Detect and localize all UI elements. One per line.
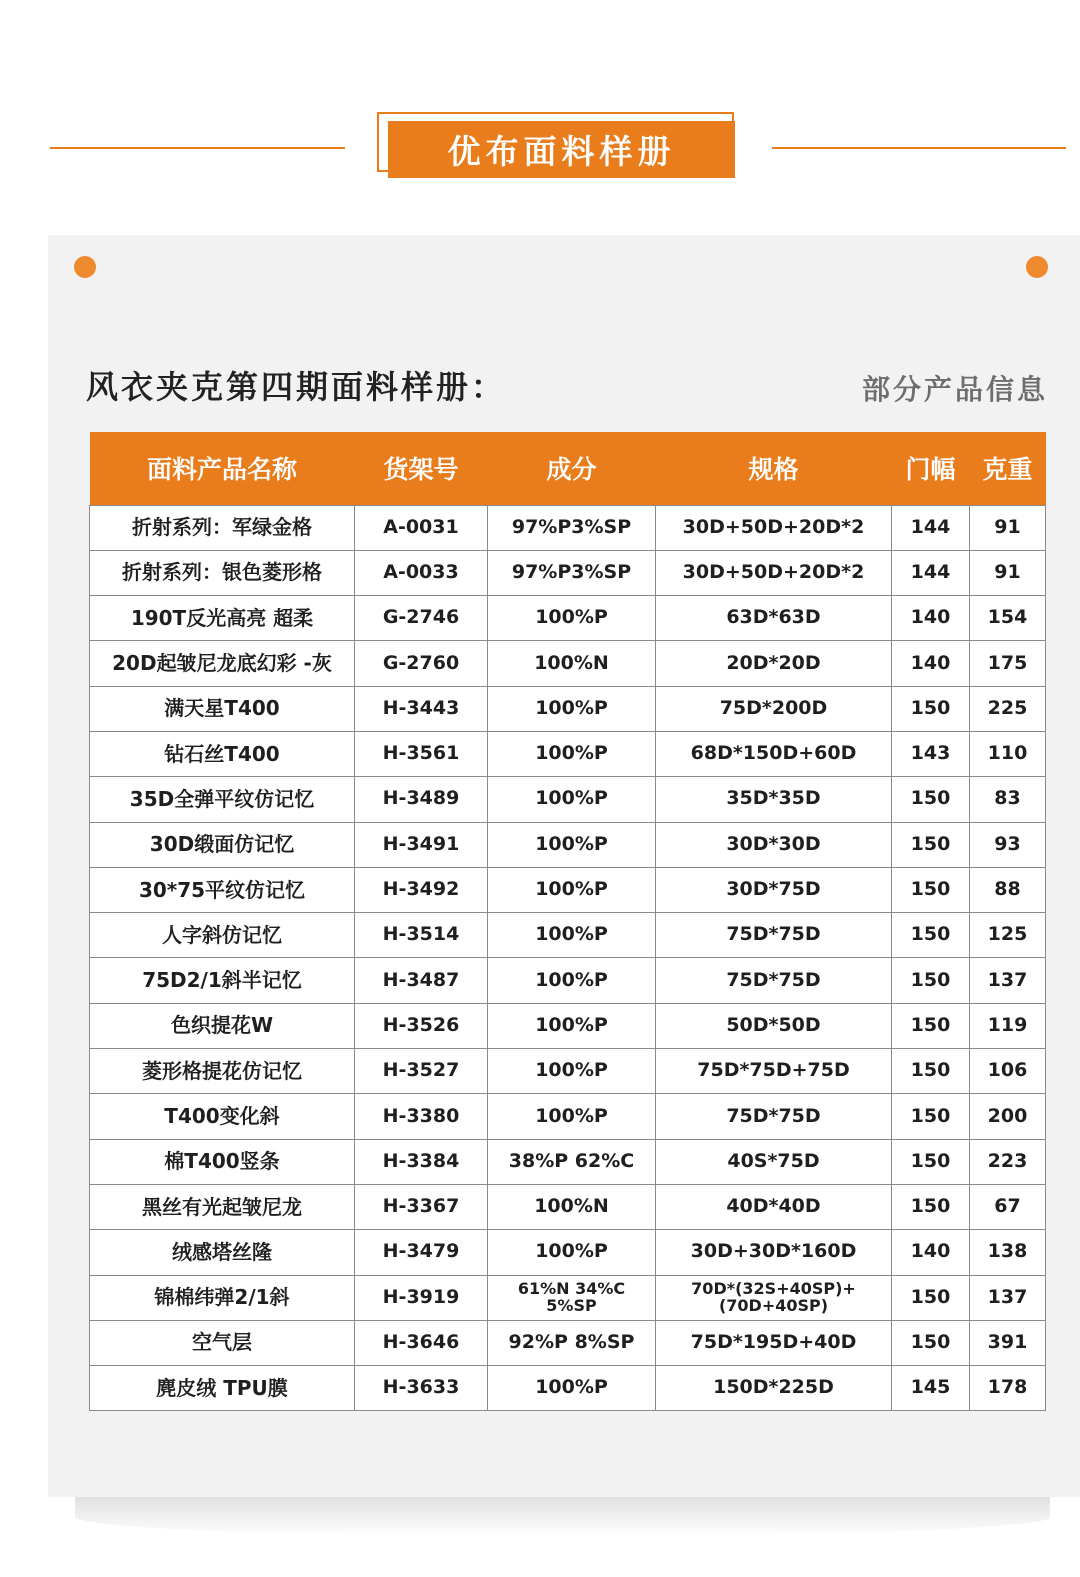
spec-cell: 30D+50D+20D*2 [656, 550, 892, 595]
weight-cell: 138 [970, 1230, 1046, 1275]
weight-cell: 93 [970, 822, 1046, 867]
shelf-no-cell: A-0031 [355, 505, 488, 550]
name-cell: 棉T400竖条 [90, 1139, 355, 1184]
composition-cell: 100%P [488, 958, 656, 1003]
decor-dot-left [74, 256, 96, 278]
shelf-no-cell: H-3489 [355, 777, 488, 822]
composition-cell: 92%P 8%SP [488, 1320, 656, 1365]
width-cell: 150 [892, 867, 970, 912]
name-cell: 20D起皱尼龙底幻彩 -灰 [90, 641, 355, 686]
column-header-spec: 规格 [656, 432, 892, 505]
shelf-no-cell: H-3443 [355, 686, 488, 731]
weight-cell: 67 [970, 1184, 1046, 1229]
name-cell: 绒感塔丝隆 [90, 1230, 355, 1275]
name-cell: 钻石丝T400 [90, 731, 355, 776]
composition-cell: 61%N 34%C 5%SP [488, 1275, 656, 1320]
column-header-composition: 成分 [488, 432, 656, 505]
shelf-no-cell: H-3633 [355, 1366, 488, 1411]
composition-cell: 100%P [488, 731, 656, 776]
name-cell: 75D2/1斜半记忆 [90, 958, 355, 1003]
width-cell: 150 [892, 1094, 970, 1139]
table-row [90, 1184, 1046, 1229]
width-cell: 150 [892, 777, 970, 822]
weight-cell: 137 [970, 1275, 1046, 1320]
composition-cell: 97%P3%SP [488, 550, 656, 595]
composition-cell: 100%P [488, 1049, 656, 1094]
shelf-no-cell: H-3919 [355, 1275, 488, 1320]
composition-cell: 100%P [488, 867, 656, 912]
table-row [90, 1049, 1046, 1094]
name-cell: 人字斜仿记忆 [90, 913, 355, 958]
spec-cell: 75D*75D [656, 958, 892, 1003]
table-row [90, 958, 1046, 1003]
name-cell: T400变化斜 [90, 1094, 355, 1139]
column-header-name: 面料产品名称 [90, 432, 355, 505]
shelf-no-cell: H-3380 [355, 1094, 488, 1139]
composition-cell: 100%P [488, 1003, 656, 1048]
weight-cell: 110 [970, 731, 1046, 776]
shelf-no-cell: H-3646 [355, 1320, 488, 1365]
weight-cell: 223 [970, 1139, 1046, 1184]
name-cell: 锦棉纬弹2/1斜 [90, 1275, 355, 1320]
spec-cell: 50D*50D [656, 1003, 892, 1048]
column-header-width: 门幅 [892, 432, 970, 505]
catalog-heading: 风衣夹克第四期面料样册： [86, 368, 507, 406]
table-row [90, 913, 1046, 958]
width-cell: 145 [892, 1366, 970, 1411]
shelf-no-cell: H-3384 [355, 1139, 488, 1184]
spec-cell: 75D*75D [656, 1094, 892, 1139]
table-row [90, 550, 1046, 595]
shelf-no-cell: H-3526 [355, 1003, 488, 1048]
name-cell: 折射系列：银色菱形格 [90, 550, 355, 595]
width-cell: 144 [892, 505, 970, 550]
spec-cell: 40S*75D [656, 1139, 892, 1184]
spec-cell: 30D+30D*160D [656, 1230, 892, 1275]
table-row [90, 686, 1046, 731]
table-row [90, 731, 1046, 776]
composition-cell: 100%P [488, 686, 656, 731]
table-row [90, 822, 1046, 867]
width-cell: 150 [892, 1003, 970, 1048]
shelf-no-cell: G-2760 [355, 641, 488, 686]
weight-cell: 125 [970, 913, 1046, 958]
name-cell: 色织提花W [90, 1003, 355, 1048]
weight-cell: 91 [970, 550, 1046, 595]
weight-cell: 91 [970, 505, 1046, 550]
shelf-no-cell: H-3514 [355, 913, 488, 958]
shelf-no-cell: H-3527 [355, 1049, 488, 1094]
spec-cell: 20D*20D [656, 641, 892, 686]
table-header-row [90, 432, 1046, 505]
spec-cell: 68D*150D+60D [656, 731, 892, 776]
width-cell: 150 [892, 686, 970, 731]
width-cell: 150 [892, 913, 970, 958]
name-cell: 菱形格提花仿记忆 [90, 1049, 355, 1094]
weight-cell: 175 [970, 641, 1046, 686]
width-cell: 150 [892, 958, 970, 1003]
table-row [90, 505, 1046, 550]
shelf-no-cell: H-3491 [355, 822, 488, 867]
shelf-no-cell: H-3492 [355, 867, 488, 912]
table-row [90, 1275, 1046, 1320]
name-cell: 折射系列：军绿金格 [90, 505, 355, 550]
composition-cell: 100%P [488, 1094, 656, 1139]
column-header-shelf-no: 货架号 [355, 432, 488, 505]
spec-cell: 40D*40D [656, 1184, 892, 1229]
header-rule-left [50, 147, 345, 149]
weight-cell: 225 [970, 686, 1046, 731]
spec-cell: 30D*75D [656, 867, 892, 912]
composition-cell: 100%N [488, 641, 656, 686]
width-cell: 143 [892, 731, 970, 776]
weight-cell: 137 [970, 958, 1046, 1003]
weight-cell: 119 [970, 1003, 1046, 1048]
table-row [90, 1003, 1046, 1048]
composition-cell: 100%P [488, 777, 656, 822]
name-cell: 190T反光高亮 超柔 [90, 596, 355, 641]
composition-cell: 38%P 62%C [488, 1139, 656, 1184]
width-cell: 140 [892, 1230, 970, 1275]
weight-cell: 391 [970, 1320, 1046, 1365]
shelf-no-cell: A-0033 [355, 550, 488, 595]
table-row [90, 1094, 1046, 1139]
composition-cell: 100%P [488, 596, 656, 641]
weight-cell: 154 [970, 596, 1046, 641]
shelf-no-cell: H-3479 [355, 1230, 488, 1275]
composition-cell: 100%P [488, 913, 656, 958]
shelf-no-cell: G-2746 [355, 596, 488, 641]
width-cell: 144 [892, 550, 970, 595]
width-cell: 150 [892, 1049, 970, 1094]
width-cell: 140 [892, 641, 970, 686]
composition-cell: 97%P3%SP [488, 505, 656, 550]
table-row [90, 1366, 1046, 1411]
table-row [90, 596, 1046, 641]
card-shadow [75, 1497, 1050, 1537]
header-rule-right [772, 147, 1066, 149]
weight-cell: 200 [970, 1094, 1046, 1139]
width-cell: 150 [892, 1139, 970, 1184]
column-header-weight: 克重 [970, 432, 1046, 505]
name-cell: 30*75平纹仿记忆 [90, 867, 355, 912]
width-cell: 150 [892, 1275, 970, 1320]
width-cell: 140 [892, 596, 970, 641]
width-cell: 150 [892, 822, 970, 867]
width-cell: 150 [892, 1184, 970, 1229]
weight-cell: 106 [970, 1049, 1046, 1094]
weight-cell: 178 [970, 1366, 1046, 1411]
composition-cell: 100%P [488, 1230, 656, 1275]
spec-cell: 63D*63D [656, 596, 892, 641]
weight-cell: 83 [970, 777, 1046, 822]
spec-cell: 75D*200D [656, 686, 892, 731]
name-cell: 35D全弹平纹仿记忆 [90, 777, 355, 822]
name-cell: 满天星T400 [90, 686, 355, 731]
name-cell: 30D缎面仿记忆 [90, 822, 355, 867]
spec-cell: 150D*225D [656, 1366, 892, 1411]
weight-cell: 88 [970, 867, 1046, 912]
spec-cell: 30D*30D [656, 822, 892, 867]
shelf-no-cell: H-3561 [355, 731, 488, 776]
table-row [90, 867, 1046, 912]
spec-cell: 30D+50D+20D*2 [656, 505, 892, 550]
name-cell: 空气层 [90, 1320, 355, 1365]
composition-cell: 100%P [488, 822, 656, 867]
spec-cell: 35D*35D [656, 777, 892, 822]
table-body [90, 505, 1046, 1411]
shelf-no-cell: H-3487 [355, 958, 488, 1003]
spec-cell: 75D*195D+40D [656, 1320, 892, 1365]
decor-dot-right [1026, 256, 1048, 278]
table-row [90, 777, 1046, 822]
spec-cell: 75D*75D [656, 913, 892, 958]
name-cell: 麂皮绒 TPU膜 [90, 1366, 355, 1411]
name-cell: 黑丝有光起皱尼龙 [90, 1184, 355, 1229]
width-cell: 150 [892, 1320, 970, 1365]
table-row [90, 641, 1046, 686]
shelf-no-cell: H-3367 [355, 1184, 488, 1229]
composition-cell: 100%P [488, 1366, 656, 1411]
banner-title: 优布面料样册 [388, 121, 735, 178]
composition-cell: 100%N [488, 1184, 656, 1229]
spec-cell: 70D*(32S+40SP)+ (70D+40SP) [656, 1275, 892, 1320]
table-row [90, 1230, 1046, 1275]
fabric-table [89, 432, 1046, 1411]
table-row [90, 1320, 1046, 1365]
spec-cell: 75D*75D+75D [656, 1049, 892, 1094]
catalog-note: 部分产品信息 [861, 373, 1048, 406]
table-row [90, 1139, 1046, 1184]
